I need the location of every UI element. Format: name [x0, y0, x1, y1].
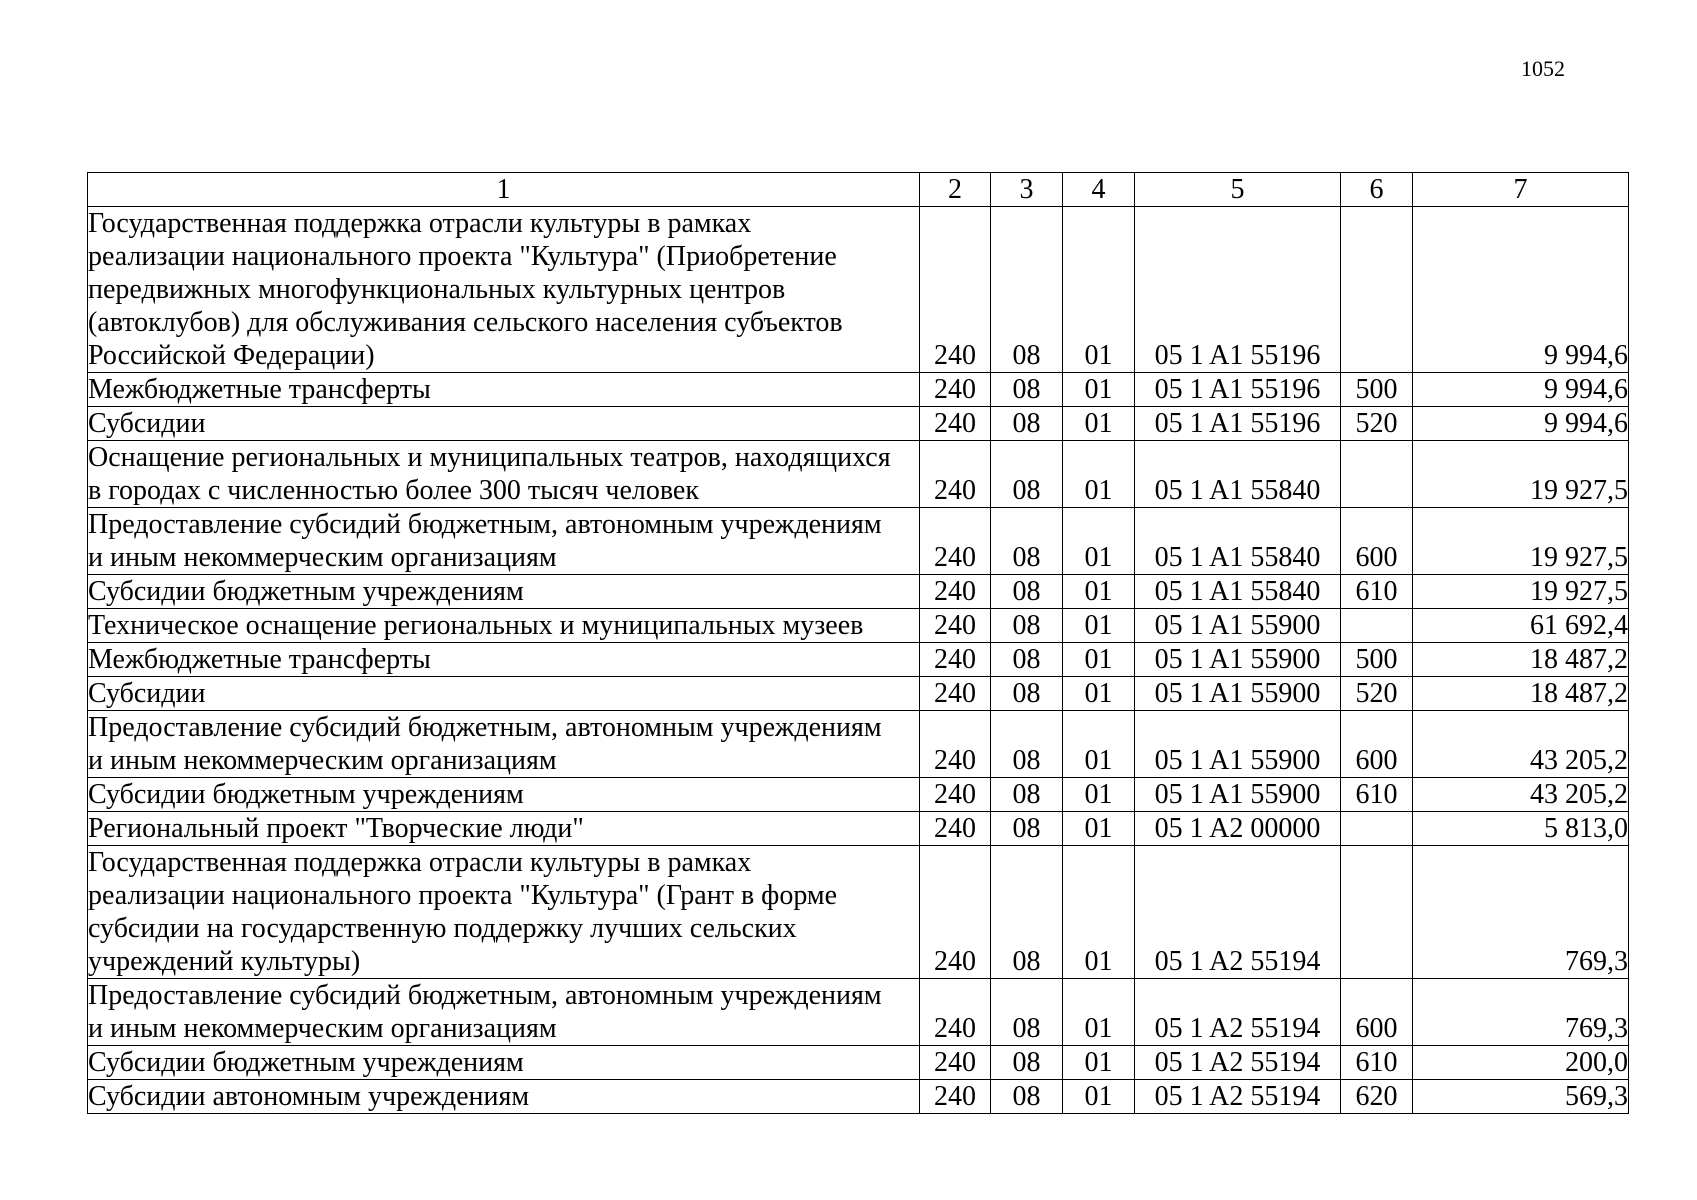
cell-col-2: 240 [920, 1046, 991, 1080]
page-number: 1052 [1521, 56, 1565, 81]
row-name-line: реализации национального проекта "Культура" (Грант в форме [88, 880, 838, 911]
row-name-line: и иным некоммерческим организациям [88, 1013, 557, 1044]
cell-col-1 [88, 812, 920, 846]
cell-col-1 [88, 778, 920, 812]
cell-col-2: 240 [920, 711, 991, 778]
row-name-line: учреждений культуры) [88, 946, 361, 977]
cell-col-4: 01 [1063, 207, 1135, 373]
cell-col-2: 240 [920, 508, 991, 575]
row-name-line: Российской Федерации) [88, 340, 375, 371]
cell-col-2: 240 [920, 1080, 991, 1114]
row-name-line: Межбюджетные трансферты [88, 644, 431, 675]
cell-col-4: 01 [1063, 1080, 1135, 1114]
row-name-line: и иным некоммерческим организациям [88, 542, 557, 573]
cell-col-3: 08 [991, 441, 1063, 508]
cell-col-6: 520 [1341, 677, 1413, 711]
cell-col-3: 08 [991, 846, 1063, 979]
row-name-line: реализации национального проекта "Культура" (Приобретение [88, 241, 837, 272]
cell-col-4: 01 [1063, 812, 1135, 846]
cell-col-1 [88, 677, 920, 711]
table-row [88, 508, 1629, 575]
cell-col-5: 05 1 A1 55840 [1135, 508, 1341, 575]
cell-col-4: 01 [1063, 711, 1135, 778]
cell-col-1 [88, 441, 920, 508]
header-cell-col-1: 1 [88, 173, 920, 207]
row-name-line: в городах с численностью более 300 тысяч человек [88, 475, 699, 506]
row-name-line: Субсидии [88, 678, 206, 709]
table-row [88, 575, 1629, 609]
cell-col-3: 08 [991, 207, 1063, 373]
cell-col-3: 08 [991, 643, 1063, 677]
row-name-line: Оснащение региональных и муниципальных театров, находящихся [88, 442, 891, 473]
table-row [88, 441, 1629, 508]
cell-col-4: 01 [1063, 846, 1135, 979]
cell-col-2: 240 [920, 979, 991, 1046]
row-name-line: Государственная поддержка отрасли культуры в рамках [88, 208, 752, 239]
cell-col-7: 9 994,6 [1413, 207, 1629, 373]
row-name-line: Субсидии [88, 408, 206, 439]
cell-col-2: 240 [920, 441, 991, 508]
cell-col-6 [1341, 609, 1413, 643]
cell-col-7: 19 927,5 [1413, 441, 1629, 508]
cell-col-3: 08 [991, 609, 1063, 643]
cell-col-2: 240 [920, 407, 991, 441]
header-row [88, 173, 1629, 207]
table-row [88, 373, 1629, 407]
row-name-line: Субсидии бюджетным учреждениям [88, 576, 524, 607]
cell-col-7: 19 927,5 [1413, 508, 1629, 575]
cell-col-7: 769,3 [1413, 846, 1629, 979]
cell-col-5: 05 1 A1 55840 [1135, 441, 1341, 508]
table-body [88, 207, 1629, 1114]
header-cell-col-3: 3 [991, 173, 1063, 207]
header-cell-col-4: 4 [1063, 173, 1135, 207]
cell-col-6: 500 [1341, 643, 1413, 677]
row-name-line: Субсидии бюджетным учреждениям [88, 1047, 524, 1078]
cell-col-3: 08 [991, 508, 1063, 575]
table-row [88, 1046, 1629, 1080]
row-name-line: Предоставление субсидий бюджетным, автономным учреждениям [88, 509, 882, 540]
cell-col-7: 18 487,2 [1413, 677, 1629, 711]
cell-col-2: 240 [920, 609, 991, 643]
row-name-line: Предоставление субсидий бюджетным, автономным учреждениям [88, 980, 882, 1011]
cell-col-3: 08 [991, 575, 1063, 609]
table-row [88, 1080, 1629, 1114]
cell-col-2: 240 [920, 373, 991, 407]
row-name-line: Межбюджетные трансферты [88, 374, 431, 405]
cell-col-7: 43 205,2 [1413, 778, 1629, 812]
table-row [88, 778, 1629, 812]
cell-col-4: 01 [1063, 575, 1135, 609]
cell-col-4: 01 [1063, 979, 1135, 1046]
row-name-line: Субсидии бюджетным учреждениям [88, 779, 524, 810]
table-row [88, 979, 1629, 1046]
cell-col-1 [88, 407, 920, 441]
cell-col-7: 9 994,6 [1413, 373, 1629, 407]
cell-col-6: 610 [1341, 1046, 1413, 1080]
cell-col-3: 08 [991, 812, 1063, 846]
cell-col-4: 01 [1063, 373, 1135, 407]
cell-col-2: 240 [920, 846, 991, 979]
row-name-line: Техническое оснащение региональных и муниципальных музеев [88, 610, 864, 641]
cell-col-3: 08 [991, 778, 1063, 812]
cell-col-2: 240 [920, 575, 991, 609]
cell-col-2: 240 [920, 778, 991, 812]
cell-col-6 [1341, 812, 1413, 846]
cell-col-4: 01 [1063, 1046, 1135, 1080]
cell-col-5: 05 1 A1 55900 [1135, 643, 1341, 677]
cell-col-7: 769,3 [1413, 979, 1629, 1046]
cell-col-5: 05 1 A2 55194 [1135, 846, 1341, 979]
cell-col-7: 61 692,4 [1413, 609, 1629, 643]
cell-col-1 [88, 207, 920, 373]
row-name-line: Государственная поддержка отрасли культуры в рамках [88, 847, 752, 878]
cell-col-4: 01 [1063, 643, 1135, 677]
cell-col-1 [88, 508, 920, 575]
cell-col-4: 01 [1063, 609, 1135, 643]
cell-col-7: 569,3 [1413, 1080, 1629, 1114]
cell-col-5: 05 1 A1 55900 [1135, 711, 1341, 778]
cell-col-5: 05 1 A1 55840 [1135, 575, 1341, 609]
cell-col-5: 05 1 A1 55196 [1135, 407, 1341, 441]
table-row [88, 677, 1629, 711]
cell-col-5: 05 1 A1 55196 [1135, 373, 1341, 407]
cell-col-3: 08 [991, 979, 1063, 1046]
cell-col-4: 01 [1063, 778, 1135, 812]
cell-col-7: 9 994,6 [1413, 407, 1629, 441]
table-row [88, 407, 1629, 441]
cell-col-3: 08 [991, 407, 1063, 441]
cell-col-4: 01 [1063, 508, 1135, 575]
cell-col-1 [88, 846, 920, 979]
cell-col-5: 05 1 A1 55900 [1135, 677, 1341, 711]
table-row [88, 207, 1629, 373]
cell-col-2: 240 [920, 643, 991, 677]
cell-col-3: 08 [991, 711, 1063, 778]
cell-col-3: 08 [991, 373, 1063, 407]
cell-col-7: 5 813,0 [1413, 812, 1629, 846]
cell-col-1 [88, 1080, 920, 1114]
cell-col-6 [1341, 846, 1413, 979]
table-row [88, 846, 1629, 979]
header-cell-col-6: 6 [1341, 173, 1413, 207]
row-name-line: и иным некоммерческим организациям [88, 745, 557, 776]
cell-col-1 [88, 643, 920, 677]
cell-col-6: 600 [1341, 979, 1413, 1046]
header-cell-col-7: 7 [1413, 173, 1629, 207]
row-name-line: Предоставление субсидий бюджетным, автономным учреждениям [88, 712, 882, 743]
row-name-line: Региональный проект "Творческие люди" [88, 813, 584, 844]
table-row [88, 643, 1629, 677]
cell-col-7: 43 205,2 [1413, 711, 1629, 778]
cell-col-6: 500 [1341, 373, 1413, 407]
cell-col-5: 05 1 A1 55900 [1135, 609, 1341, 643]
cell-col-5: 05 1 A2 55194 [1135, 1046, 1341, 1080]
cell-col-1 [88, 575, 920, 609]
row-name-line: субсидии на государственную поддержку лучших сельских [88, 913, 797, 944]
cell-col-5: 05 1 A2 55194 [1135, 979, 1341, 1046]
cell-col-3: 08 [991, 677, 1063, 711]
cell-col-1 [88, 609, 920, 643]
cell-col-3: 08 [991, 1046, 1063, 1080]
cell-col-5: 05 1 A2 55194 [1135, 1080, 1341, 1114]
cell-col-4: 01 [1063, 677, 1135, 711]
header-cell-col-5: 5 [1135, 173, 1341, 207]
cell-col-7: 200,0 [1413, 1046, 1629, 1080]
cell-col-2: 240 [920, 677, 991, 711]
cell-col-6: 620 [1341, 1080, 1413, 1114]
row-name-line: (автоклубов) для обслуживания сельского населения субъектов [88, 307, 843, 338]
cell-col-6 [1341, 441, 1413, 508]
table-header [88, 173, 1629, 207]
row-name-line: Субсидии автономным учреждениям [88, 1081, 530, 1112]
cell-col-3: 08 [991, 1080, 1063, 1114]
cell-col-6: 610 [1341, 575, 1413, 609]
budget-table [87, 172, 1629, 1114]
cell-col-1 [88, 373, 920, 407]
cell-col-6 [1341, 207, 1413, 373]
cell-col-7: 19 927,5 [1413, 575, 1629, 609]
cell-col-6: 600 [1341, 711, 1413, 778]
cell-col-5: 05 1 A2 00000 [1135, 812, 1341, 846]
cell-col-1 [88, 1046, 920, 1080]
cell-col-1 [88, 979, 920, 1046]
cell-col-4: 01 [1063, 407, 1135, 441]
cell-col-6: 520 [1341, 407, 1413, 441]
cell-col-6: 600 [1341, 508, 1413, 575]
cell-col-5: 05 1 A1 55900 [1135, 778, 1341, 812]
cell-col-2: 240 [920, 812, 991, 846]
cell-col-4: 01 [1063, 441, 1135, 508]
cell-col-2: 240 [920, 207, 991, 373]
cell-col-7: 18 487,2 [1413, 643, 1629, 677]
header-cell-col-2: 2 [920, 173, 991, 207]
table-row [88, 711, 1629, 778]
cell-col-1 [88, 711, 920, 778]
cell-col-6: 610 [1341, 778, 1413, 812]
row-name-line: передвижных многофункциональных культурных центров [88, 274, 786, 305]
cell-col-5: 05 1 A1 55196 [1135, 207, 1341, 373]
table-row [88, 812, 1629, 846]
table-row [88, 609, 1629, 643]
